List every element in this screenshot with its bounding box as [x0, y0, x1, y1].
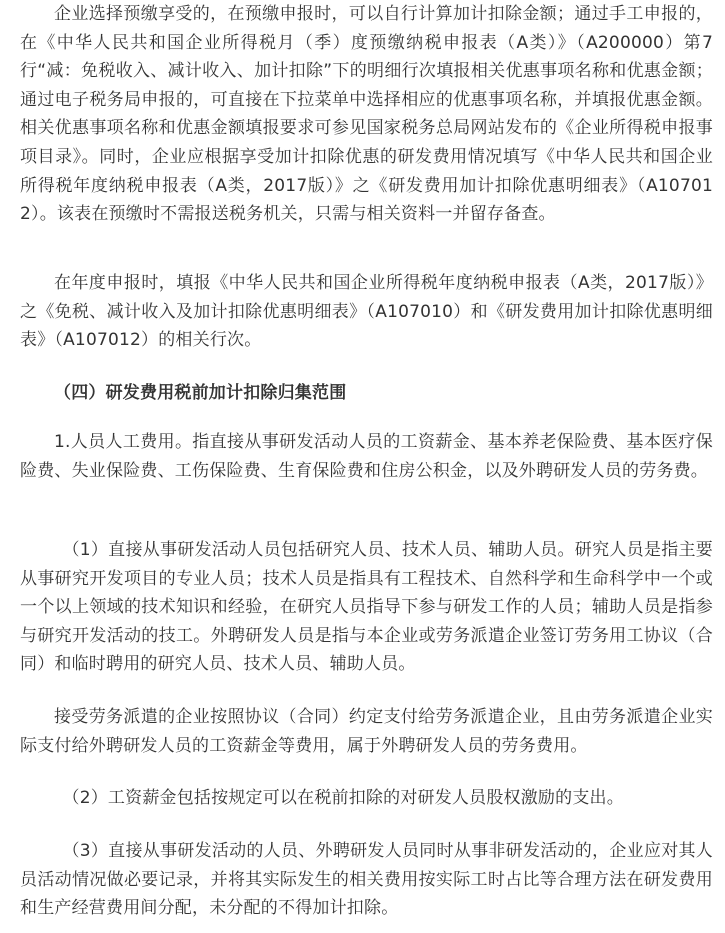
paragraph-personnel-definition: （1）直接从事研发活动人员包括研究人员、技术人员、辅助人员。研究人员是指主要从事研究开发项目的专业人员；技术人员是指具有工程技术、自然科学和生命科学中一个或一个以上领域的技术知识和经验，在研究人员指导下参与研发工作的人员；辅助人员是指参与研究开发活动的技工。外聘研发人员是指与本企业或劳务派遣企业签订劳务用工协议（合同）和临时聘用的研究人员、技术人员、辅助人员。: [20, 540, 713, 675]
paragraph-equity-incentive: （2）工资薪金包括按规定可以在税前扣除的对研发人员股权激励的支出。: [62, 788, 624, 808]
paragraph-annual-declaration: 在年度申报时，填报《中华人民共和国企业所得税年度纳税申报表（A类，2017版）》之《免税、减计收入及加计扣除优惠明细表》（A107010）和《研发费用加计扣除优惠明细表》（A107012）的相关行次。: [20, 273, 713, 351]
paragraph-personnel-costs: 1.人员人工费用。指直接从事研发活动人员的工资薪金、基本养老保险费、基本医疗保险费、失业保险费、工伤保险费、生育保险费和住房公积金，以及外聘研发人员的劳务费。: [20, 432, 713, 481]
paragraph-prepayment-declaration: 企业选择预缴享受的，在预缴申报时，可以自行计算加计扣除金额；通过手工申报的，在《中华人民共和国企业所得税月（季）度预缴纳税申报表（A类）》（A200000）第7行“减：免税收入、减计收入、加计扣除”下的明细行次填报相关优惠事项名称和优惠金额；通过电子税务局申报的，可直接在下拉菜单中选择相应的优惠事项名称，并填报优惠金额。相关优惠事项名称和优惠金额填报要求可参见国家税务总局网站发布的《企业所得税申报事项目录》。同时，企业应根据享受加计扣除优惠的研发费用情况填写《中华人民共和国企业所得税年度纳税申报表（A类，2017版）》之《研发费用加计扣除优惠明细表》（A107012）。该表在预缴时不需报送税务机关，只需与相关资料一并留存备查。: [20, 4, 713, 225]
paragraph-labor-dispatch: 接受劳务派遣的企业按照协议（合同）约定支付给劳务派遣企业，且由劳务派遣企业实际支付给外聘研发人员的工资薪金等费用，属于外聘研发人员的劳务费用。: [20, 707, 713, 756]
paragraph-cost-allocation: （3）直接从事研发活动的人员、外聘研发人员同时从事非研发活动的，企业应对其人员活动情况做必要记录，并将其实际发生的相关费用按实际工时占比等合理方法在研发费用和生产经营费用间分配，未分配的不得加计扣除。: [20, 841, 713, 919]
section-heading-scope: （四）研发费用税前加计扣除归集范围: [54, 383, 347, 403]
